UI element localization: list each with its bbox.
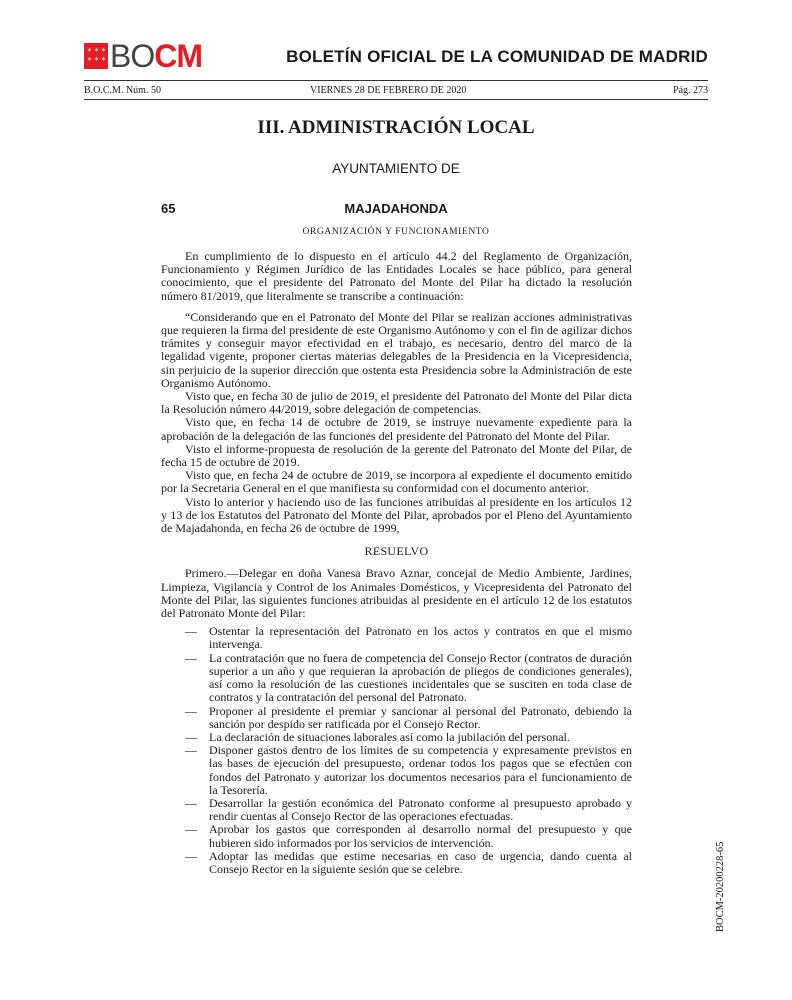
visto-paragraph: Visto que, en fecha 30 de julio de 2019, el presidente del Patronato del Monte del Pilar dicta la Resolución número 44/2019, sobre delegación de competencias. [161,389,632,417]
issue-date: VIERNES 28 DE FEBRERO DE 2020 [310,85,467,96]
logo-text [110,40,202,72]
dash-bullet: — [185,650,197,665]
list-item-text: La declaración de situaciones laborales así como la jubilación del personal. [209,729,570,744]
dash-bullet: — [185,729,197,744]
header-divider-top [84,80,708,81]
page-header [84,40,708,74]
issue-meta-bar [84,85,708,98]
list-item [161,744,632,797]
municipality-name: MAJADAHONDA [344,201,448,216]
visto-paragraph: Visto lo anterior y haciendo uso de las funciones atribuidas al presidente en los artículos 12 y 13 de los Estatutos del Patronato del Monte del Pilar, aprobados por el Pleno del Ayuntamiento de Majadahonda, en fecha 26 de octubre de 1999, [161,494,632,536]
list-item-text: Proponer al presidente el premiar y sancionar al personal del Patronato, debiendo la sanción por despido ser ratificada por el Consejo Rector. [209,703,632,731]
dash-bullet: — [185,822,197,837]
list-item [161,652,632,705]
resuelvo-heading: RESUELVO [364,544,429,559]
dash-bullet: — [185,624,197,639]
visto-paragraph: Visto que, en fecha 14 de octubre de 2019, se instruye nuevamente expediente para la aprobación de la delegación de las funciones del presidente del Patronato del Monte del Pilar. [161,415,632,443]
list-item [161,705,632,731]
list-item-text: Aprobar los gastos que corresponden al desarrollo normal del presupuesto y que hubieren sido informados por los servicios de intervención. [209,822,632,850]
issue-number: B.O.C.M. Núm. 50 [84,85,161,96]
primero-paragraph: Primero.—Delegar en doña Vanesa Bravo Aznar, concejal de Medio Ambiente, Jardines, Limpieza, Vigilancia y Control de los Animales Domésticos, y Vicepresidenta del Patronato del Monte del Pilar, las siguientes funciones atribuidas al presidente en el artículo 12 de los estatutos del Patronato Monte del Pilar: [161,566,632,621]
header-divider-bottom [84,99,708,100]
page-number: Pág. 273 [673,85,708,96]
list-item [161,625,632,651]
intro-paragraph: En cumplimiento de lo dispuesto en el artículo 44.2 del Reglamento de Organización, Funcionamiento y Régimen Jurídico de las Entidades Locales se hace público, para general conocimiento, que el presidente del Patronato del Monte del Pilar ha dictado la resolución número 81/2019, que literalmente se transcribe a continuación: [161,249,632,303]
entry-number: 65 [161,201,176,216]
madrid-stars-emblem-icon: ✶ ✶ ✶ ✶ ✶ ✶ [84,43,108,69]
logo-text-bo: BO [110,38,155,74]
bocm-logo [84,40,202,72]
section-title: III. ADMINISTRACIÓN LOCAL [257,117,535,138]
subject-heading: ORGANIZACIÓN Y FUNCIONAMIENTO [302,227,490,237]
dash-bullet: — [185,795,197,810]
list-item [161,850,632,876]
logo-text-cm: CM [154,38,202,74]
publication-title: BOLETÍN OFICIAL DE LA COMUNIDAD DE MADRID [286,47,708,66]
document-body [161,250,632,876]
ayuntamiento-label: AYUNTAMIENTO DE [332,161,460,176]
considerando-paragraph: “Considerando que en el Patronato del Monte del Pilar se realizan acciones administrativas que requieren la firma del presidente de este Organismo Autónomo y con el fin de agilizar dichos trámites y conseguir mayor efectividad en el trabajo, es necesario, dentro del marco de la legalidad vigente, proponer ciertas materias delegables de la Presidencia en la Vicepresidencia, sin perjuicio de la superior dirección que ostenta esta Presidencia sobre la Administración de este Organismo Autónomo. [161,309,632,390]
list-item-text: Ostentar la representación del Patronato en los actos y contratos en que el mismo intervenga. [209,624,632,652]
dash-bullet: — [185,743,197,758]
list-item [161,797,632,823]
dash-bullet: — [185,848,197,863]
list-item [161,823,632,849]
list-item-text: Desarrollar la gestión económica del Patronato conforme al presupuesto aprobado y rendir cuentas al Consejo Rector de las operaciones efectuadas. [209,795,632,824]
list-item-text: La contratación que no fuera de competencia del Consejo Rector (contratos de duración superior a un año y que requieran la aprobación de pliegos de condiciones generales), así como la resolución de las cuestiones incidentales que se susciten en toda clase de contratos y la contratación del personal del Patronato. [209,650,632,705]
functions-list [161,625,632,876]
document-code: BOCM-20200228-65 [715,841,726,932]
visto-paragraph: Visto que, en fecha 24 de octubre de 2019, se incorpora al expediente el documento emitido por la Secretaria General en el que manifiesta su conformidad con el documento anterior. [161,468,632,496]
dash-bullet: — [185,703,197,718]
list-item-text: Adoptar las medidas que estime necesarias en caso de urgencia, dando cuenta al Consejo Rector en la siguiente sesión que se celebre. [209,848,632,876]
list-item-text: Disponer gastos dentro de los límites de su competencia y expresamente previstos en las bases de ejecución del presupuesto, ordenar todos los pagos que se efectúen con fondos del Patronato y autorizar los documentos necesarios para el funcionamiento de la Tesorería. [209,743,632,797]
visto-paragraph: Visto el informe-propuesta de resolución de la gerente del Patronato del Monte del Pilar, de fecha 15 de octubre de 2019. [161,441,632,470]
